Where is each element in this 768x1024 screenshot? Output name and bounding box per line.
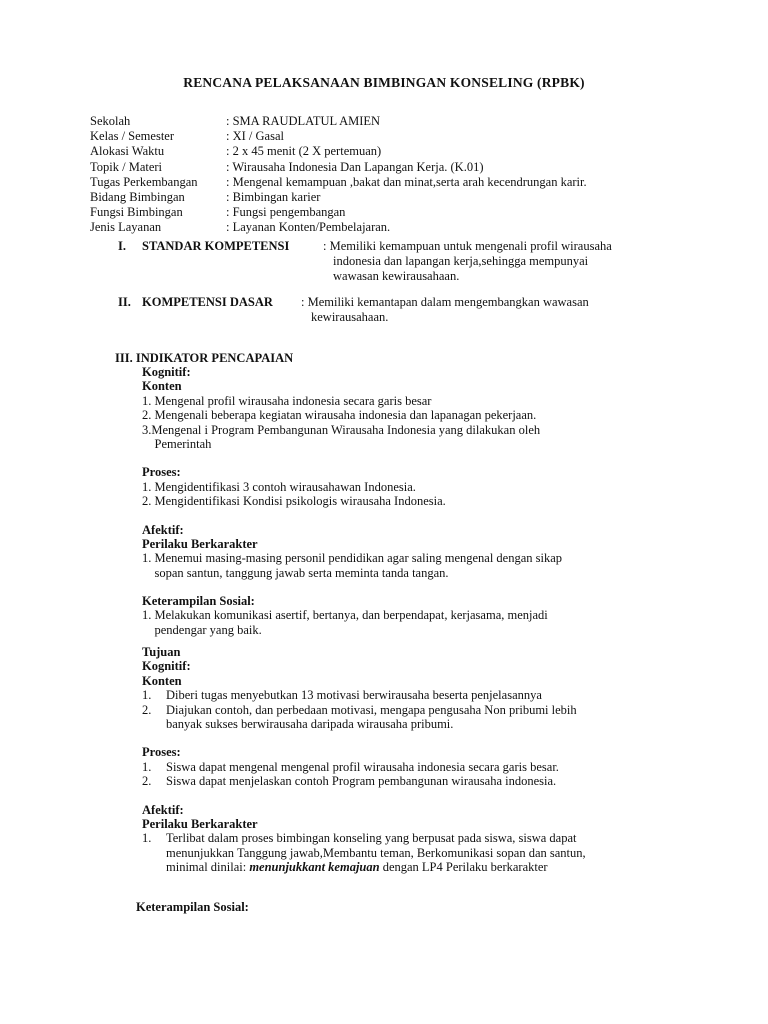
info-row-sekolah: [90, 114, 587, 129]
tujuan-body: [142, 645, 586, 875]
info-value: : Wirausaha Indonesia Dan Lapangan Kerja. (K.01): [226, 159, 484, 174]
indikator-body: [142, 365, 562, 637]
identity-table: [90, 114, 587, 236]
section-text-line: indonesia dan lapangan kerja,sehingga mempunyai: [333, 254, 589, 268]
subheading-keterampilan-sosial: Keterampilan Sosial:: [142, 594, 255, 609]
subheading-afektif: Afektif:: [142, 802, 184, 817]
list-item-number: 1.: [142, 759, 152, 774]
list-item-text: banyak sukses berwirausaha daripada wirausaha pribumi.: [166, 716, 454, 731]
info-row-tugas: [90, 175, 587, 190]
info-row-topik: [90, 160, 587, 175]
assessment-emphasis: menunjukkant kemajuan: [249, 860, 380, 875]
list-item: sopan santun, tanggung jawab serta meminta tanda tangan.: [142, 565, 449, 580]
section-heading: KOMPETENSI DASAR: [142, 295, 273, 309]
section-text-line: wawasan kewirausahaan.: [333, 269, 460, 283]
list-item: 3.Mengenal i Program Pembangunan Wirausaha Indonesia yang dilakukan oleh: [142, 422, 541, 437]
info-label: Alokasi Waktu: [90, 144, 165, 159]
info-row-jenis: [90, 220, 587, 235]
subheading-proses: Proses:: [142, 745, 181, 760]
info-label: Fungsi Bimbingan: [90, 205, 183, 220]
info-value: : XI / Gasal: [226, 129, 284, 144]
info-label: Topik / Materi: [90, 159, 163, 174]
section-indikator-heading: III. INDIKATOR PENCAPAIAN: [115, 351, 294, 365]
list-item-number: 2.: [142, 774, 152, 789]
list-item-continuation: [142, 860, 548, 875]
list-item: 1. Mengenal profil wirausaha indonesia secara garis besar: [142, 393, 432, 408]
spacer: [142, 509, 562, 523]
list-item-continuation: [142, 845, 586, 860]
list-item-number: 1.: [142, 688, 152, 703]
info-value: : Fungsi pengembangan: [226, 205, 346, 220]
list-item: [142, 774, 557, 789]
info-row-kelas: [90, 129, 587, 144]
subheading-keterampilan-sosial-tujuan: Keterampilan Sosial:: [136, 900, 249, 914]
list-item-text: Diajukan contoh, dan perbedaan motivasi, mengapa pengusaha Non pribumi lebih: [166, 702, 577, 717]
info-label: Tugas Perkembangan: [90, 174, 198, 189]
info-value: : Mengenal kemampuan ,bakat dan minat,serta arah kecendrungan karir.: [226, 174, 587, 189]
spacer: [142, 580, 562, 594]
list-item-number: 2.: [142, 702, 152, 717]
spacer: [142, 451, 562, 465]
section-heading: STANDAR KOMPETENSI: [142, 239, 290, 253]
info-value: : Layanan Konten/Pembelajaran.: [226, 220, 391, 235]
subheading-konten: Konten: [142, 673, 182, 688]
subheading-kognitif: Kognitif:: [142, 659, 191, 674]
list-item-continuation: [142, 716, 454, 731]
subheading-kognitif: Kognitif:: [142, 365, 191, 379]
section-text-line: kewirausahaan.: [311, 310, 389, 324]
list-item: 2. Mengenali beberapa kegiatan wirausaha indonesia dan lapanagan pekerjaan.: [142, 408, 537, 423]
section-number: II.: [118, 295, 131, 309]
info-value: : SMA RAUDLATUL AMIEN: [226, 114, 381, 128]
info-label: Sekolah: [90, 114, 131, 128]
list-item-text: Siswa dapat mengenal mengenal profil wirausaha indonesia secara garis besar.: [166, 759, 559, 774]
list-item-text: [166, 860, 548, 874]
info-row-alokasi: [90, 144, 587, 159]
list-item-text: Diberi tugas menyebutkan 13 motivasi berwirausaha beserta penjelasannya: [166, 688, 542, 703]
list-item-text: Siswa dapat menjelaskan contoh Program pembangunan wirausaha indonesia.: [166, 774, 557, 789]
list-item: [142, 702, 577, 717]
info-label: Jenis Layanan: [90, 220, 162, 235]
list-item: [142, 688, 542, 703]
info-label: Bidang Bimbingan: [90, 189, 185, 204]
subheading-perilaku-berkarakter: Perilaku Berkarakter: [142, 816, 258, 831]
list-item: pendengar yang baik.: [142, 622, 262, 637]
list-item: [142, 759, 559, 774]
list-item: 1. Melakukan komunikasi asertif, bertanya, dan berpendapat, kerjasama, menjadi: [142, 608, 548, 623]
subheading-perilaku-berkarakter: Perilaku Berkarakter: [142, 536, 258, 551]
list-item: 1. Menemui masing-masing personil pendidikan agar saling mengenal dengan sikap: [142, 551, 563, 566]
document-title: RENCANA PELAKSANAAN BIMBINGAN KONSELING (RPBK): [183, 75, 585, 90]
list-item: Pemerintah: [142, 436, 212, 451]
subheading-proses: Proses:: [142, 465, 181, 480]
spacer: [142, 789, 258, 803]
subheading-tujuan: Tujuan: [142, 645, 181, 659]
subheading-konten: Konten: [142, 379, 182, 394]
list-item: [142, 831, 577, 846]
info-value: : Bimbingan karier: [226, 189, 321, 204]
list-item: 1. Mengidentifikasi 3 contoh wirausahawan Indonesia.: [142, 479, 416, 494]
assessment-suffix: dengan LP4 Perilaku berkarakter: [379, 860, 548, 875]
section-number: I.: [118, 239, 126, 253]
info-label: Kelas / Semester: [90, 129, 175, 144]
info-row-fungsi: [90, 205, 587, 220]
spacer: [142, 731, 258, 745]
list-item-number: 1.: [142, 831, 152, 846]
list-item-text: Terlibat dalam proses bimbingan konseling yang berpusat pada siswa, siswa dapat: [166, 831, 577, 846]
info-value: : 2 x 45 menit (2 X pertemuan): [226, 144, 382, 159]
info-row-bidang: [90, 190, 587, 205]
list-item: 2. Mengidentifikasi Kondisi psikologis wirausaha Indonesia.: [142, 494, 446, 509]
assessment-prefix: minimal dinilai:: [166, 860, 250, 875]
section-text-line: : Memiliki kemantapan dalam mengembangkan wawasan: [301, 295, 589, 309]
section-text-line: : Memiliki kemampuan untuk mengenali profil wirausaha: [323, 239, 612, 253]
subheading-afektif: Afektif:: [142, 522, 184, 537]
list-item-text: menunjukkan Tanggung jawab,Membantu teman, Berkomunikasi sopan dan santun,: [166, 845, 586, 860]
